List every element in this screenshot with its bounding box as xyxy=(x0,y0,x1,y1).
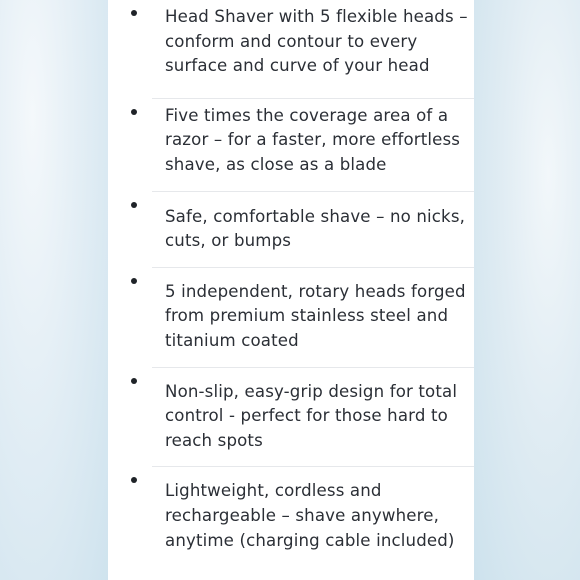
list-item xyxy=(108,467,474,553)
bullet-icon xyxy=(131,278,137,284)
feature-list xyxy=(108,0,474,553)
list-item xyxy=(108,268,474,367)
bullet-icon xyxy=(131,109,137,115)
list-item xyxy=(108,368,474,467)
bullet-icon xyxy=(131,10,137,16)
bullet-icon xyxy=(131,378,137,384)
feature-text: Five times the coverage area of a razor – for a faster, more effortless shave, as close as a blade xyxy=(165,105,461,174)
right-background-panel xyxy=(474,0,580,580)
list-item xyxy=(108,99,474,191)
feature-text: 5 independent, rotary heads forged from premium stainless steel and titanium coated xyxy=(165,281,466,350)
list-item xyxy=(108,192,474,267)
feature-text: Head Shaver with 5 flexible heads – conform and contour to every surface and curve of your head xyxy=(165,7,468,76)
feature-card xyxy=(108,0,474,580)
feature-text: Safe, comfortable shave – no nicks, cuts, or bumps xyxy=(165,206,466,251)
bullet-icon xyxy=(131,477,137,483)
feature-text: Lightweight, cordless and rechargeable – shave anywhere, anytime (charging cable included) xyxy=(165,481,455,550)
list-item xyxy=(108,0,474,98)
feature-text: Non-slip, easy-grip design for total control - perfect for those hard to reach spots xyxy=(165,381,458,450)
left-background-panel xyxy=(0,0,108,580)
bullet-icon xyxy=(131,202,137,208)
